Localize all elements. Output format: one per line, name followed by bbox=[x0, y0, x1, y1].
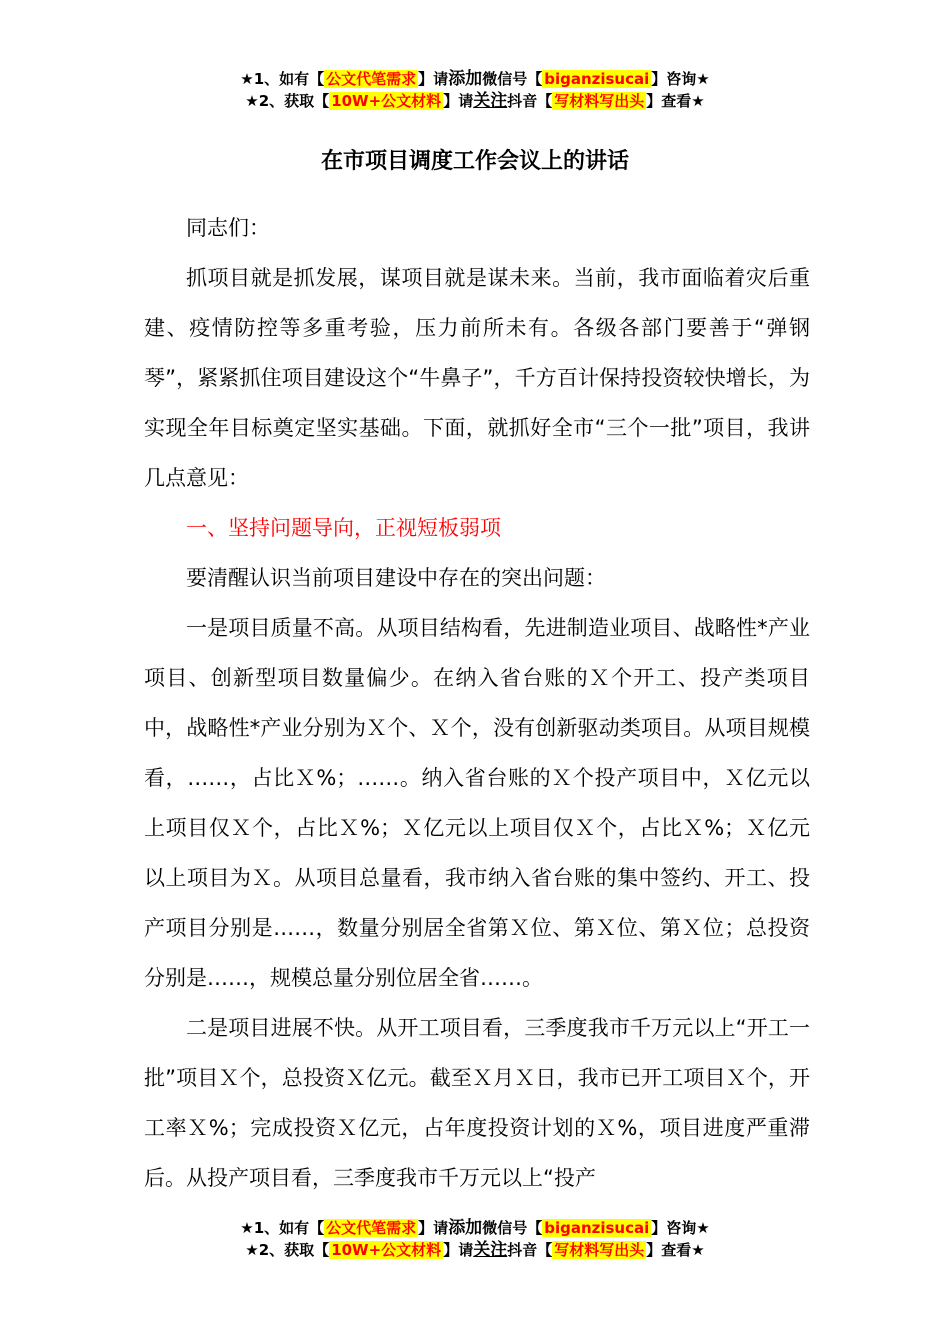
banner-text: 】请 bbox=[418, 1219, 449, 1237]
footer-banner-line-2 bbox=[0, 1239, 950, 1261]
header-banner-line-2 bbox=[0, 90, 950, 112]
banner-text: ★1、如有【 bbox=[240, 1219, 325, 1237]
intro-paragraph: 抓项目就是抓发展，谋项目就是谋未来。当前，我市面临着灾后重建、疫情防控等多重考验，压力前所未有。各级各部门要善于“弹钢琴”，紧紧抓住项目建设这个“牛鼻子”，千方百计保持投资较快增长，为实现全年目标奠定坚实基础。下面，就抓好全市“三个一批”项目，我讲几点意见： bbox=[144, 266, 810, 490]
banner-wechat-id: biganzisucai bbox=[544, 1219, 650, 1237]
banner-text: 】查看★ bbox=[646, 1241, 705, 1259]
banner-douyin-id: 写材料写出头 bbox=[554, 1241, 645, 1259]
banner-text: 】咨询★ bbox=[651, 1219, 710, 1237]
section-lead: 要清醒认识当前项目建设中存在的突出问题： bbox=[186, 566, 606, 590]
banner-emphasis: 关注 bbox=[473, 1240, 508, 1260]
banner-emphasis: 添加 bbox=[448, 1218, 483, 1238]
banner-wechat-id: biganzisucai bbox=[544, 70, 650, 88]
banner-text: ★2、获取【 bbox=[245, 92, 330, 110]
banner-text: 抖音【 bbox=[507, 1241, 553, 1259]
banner-highlight: 公文代笔需求 bbox=[326, 1219, 417, 1237]
banner-text: 微信号【 bbox=[482, 1219, 543, 1237]
banner-highlight: 10W+公文材料 bbox=[331, 1241, 442, 1259]
banner-text: 】请 bbox=[418, 70, 449, 88]
banner-text: 】请 bbox=[443, 92, 474, 110]
banner-text: 】咨询★ bbox=[651, 70, 710, 88]
paragraph-quality: 一是项目质量不高。从项目结构看，先进制造业项目、战略性*产业项目、创新型项目数量偏少。在纳入省台账的Ｘ个开工、投产类项目中，战略性*产业分别为Ｘ个、Ｘ个，没有创新驱动类项目。从项目规模看，……，占比Ｘ%；……。纳入省台账的Ｘ个投产项目中，Ｘ亿元以上项目仅Ｘ个，占比Ｘ%；Ｘ亿元以上项目仅Ｘ个，占比Ｘ%；Ｘ亿元以上项目为Ｘ。从项目总量看，我市纳入省台账的集中签约、开工、投产项目分别是……，数量分别居全省第Ｘ位、第Ｘ位、第Ｘ位；总投资分别是……，规模总量分别位居全省……。 bbox=[144, 616, 810, 990]
banner-text: 微信号【 bbox=[482, 70, 543, 88]
section-heading: 一、坚持问题导向，正视短板弱项 bbox=[186, 516, 501, 540]
banner-text: 】请 bbox=[443, 1241, 474, 1259]
banner-emphasis: 关注 bbox=[473, 91, 508, 111]
footer-banner-line-1 bbox=[0, 1217, 950, 1239]
banner-text: 抖音【 bbox=[507, 92, 553, 110]
paragraph-progress: 二是项目进展不快。从开工项目看，三季度我市千万元以上“开工一批”项目Ｘ个，总投资Ｘ亿元。截至Ｘ月Ｘ日，我市已开工项目Ｘ个，开工率Ｘ%；完成投资Ｘ亿元，占年度投资计划的Ｘ%，项目进度严重滞后。从投产项目看，三季度我市千万元以上“投产 bbox=[144, 1016, 810, 1190]
header-banner-line-1 bbox=[0, 68, 950, 90]
banner-emphasis: 添加 bbox=[448, 69, 483, 89]
banner-text: 】查看★ bbox=[646, 92, 705, 110]
banner-highlight: 公文代笔需求 bbox=[326, 70, 417, 88]
banner-highlight: 10W+公文材料 bbox=[331, 92, 442, 110]
footer-banner bbox=[0, 1217, 950, 1261]
header-banner bbox=[0, 68, 950, 112]
salutation: 同志们： bbox=[186, 216, 270, 240]
document-body bbox=[144, 203, 810, 1190]
banner-text: ★1、如有【 bbox=[240, 70, 325, 88]
banner-text: ★2、获取【 bbox=[245, 1241, 330, 1259]
banner-douyin-id: 写材料写出头 bbox=[554, 92, 645, 110]
document-title: 在市项目调度工作会议上的讲话 bbox=[320, 149, 629, 174]
